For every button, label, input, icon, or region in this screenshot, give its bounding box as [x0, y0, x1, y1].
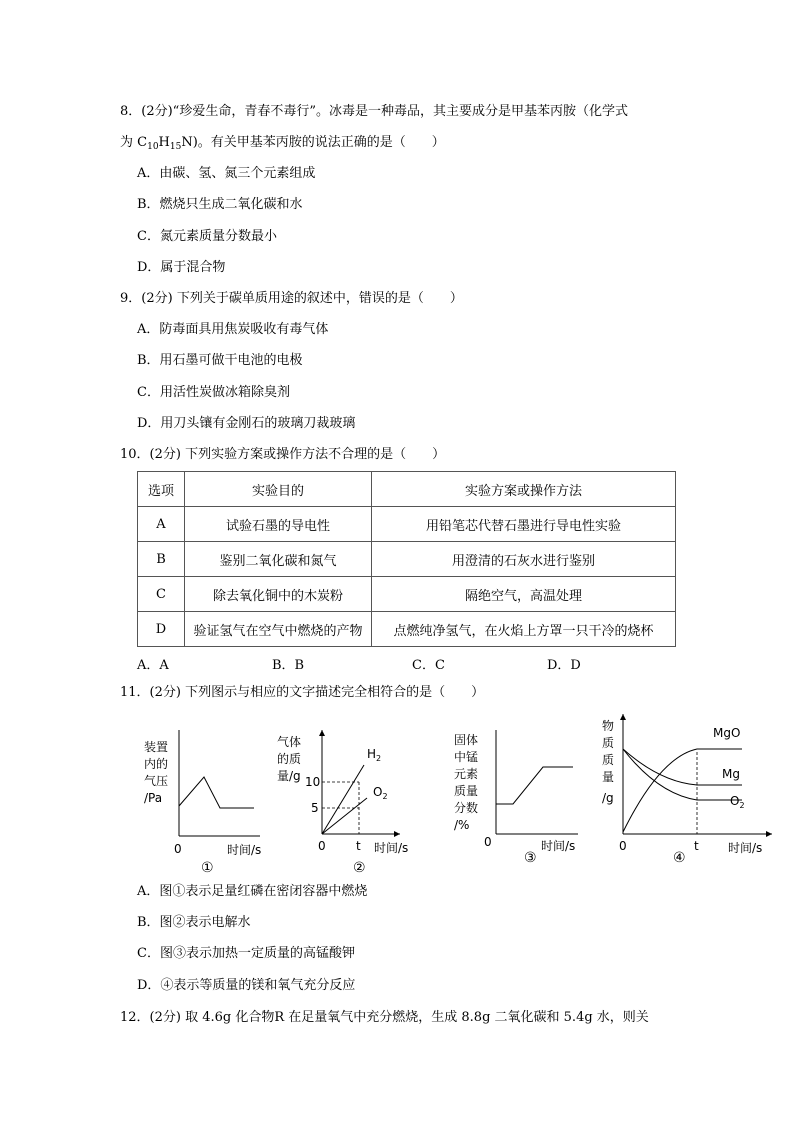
graph4-series-label: [730, 794, 745, 810]
q10-option-d[interactable]: D．D: [547, 658, 581, 673]
table-cell: 试验石墨的导电性: [185, 507, 372, 542]
q11-stem: 11．(2分) 下列图示与相应的文字描述完全相符合的是（ ）: [120, 685, 485, 700]
graph2-o-sub: 2: [382, 792, 388, 801]
graph2-h-label: H: [367, 747, 377, 761]
graph4-number: ④: [673, 850, 686, 866]
graph4-xlabel: 时间/s: [728, 841, 763, 855]
graph1-ylabel: 气压: [144, 774, 169, 788]
table-cell: C: [138, 577, 185, 612]
table-row: [138, 507, 676, 542]
graph4-ylabel: 量: [602, 770, 615, 784]
q8-formula-prefix: 为 C: [120, 135, 148, 150]
graph1-origin: 0: [174, 842, 182, 856]
graph3-xlabel: 时间/s: [541, 839, 576, 853]
graph2-h2-line: [322, 765, 364, 834]
graph1-ylabel: 内的: [144, 757, 169, 771]
graph4-ylabel: /g: [602, 791, 614, 805]
q11-option-d[interactable]: D．④表示等质量的镁和氧气充分反应: [137, 978, 356, 993]
table-header: 实验方案或操作方法: [372, 472, 676, 507]
graph1-ylabel: /Pa: [144, 791, 163, 805]
q10-option-c[interactable]: C．C: [412, 658, 445, 673]
graph4-o-label: O: [730, 794, 740, 808]
table-row: [138, 542, 676, 577]
q8-sub-c: 10: [147, 142, 159, 152]
graph2-o-label: O: [373, 785, 383, 799]
graph4-ylabel: 物: [602, 719, 615, 733]
graph2-number: ②: [353, 860, 366, 876]
graph-1: [144, 730, 261, 876]
graph3-ylabel: 元素: [454, 767, 479, 781]
table-cell: B: [138, 542, 185, 577]
q9-option-d[interactable]: D．用刀头镶有金刚石的玻璃刀裁玻璃: [137, 416, 356, 431]
graph4-ylabel: 质: [602, 753, 615, 767]
q8-formula-rest: N)。有关甲基苯丙胺的说法正确的是（ ）: [181, 135, 445, 150]
graph4-ylabel: 质: [602, 736, 615, 750]
graph4-series-label: MgO: [713, 726, 741, 740]
q10-stem: 10．(2分) 下列实验方案或操作方法不合理的是（ ）: [120, 447, 446, 462]
table-cell: D: [138, 612, 185, 647]
table-header: 实验目的: [185, 472, 372, 507]
table-cell: A: [138, 507, 185, 542]
graph2-ylabel: 量/g: [277, 769, 301, 783]
graph2-series-label: [373, 785, 388, 801]
graph2-origin: 0: [318, 839, 326, 853]
graph-4: [602, 714, 772, 866]
q9-option-a[interactable]: A．防毒面具用焦炭吸收有毒气体: [137, 322, 329, 337]
graph2-h-sub: 2: [376, 754, 382, 763]
q11-option-a[interactable]: A．图①表示足量红磷在密闭容器中燃烧: [137, 884, 368, 899]
q8-stem-line1: 8．(2分)“珍爱生命，青春不毒行”。冰毒是一种毒品，其主要成分是甲基苯丙胺（化学式: [120, 104, 628, 119]
graph2-xlabel: 时间/s: [374, 841, 409, 855]
graph3-curve: [496, 767, 573, 804]
graph4-mgo-curve: [623, 749, 745, 832]
table-cell: 点燃纯净氢气，在火焰上方罩一只干冷的烧杯: [372, 612, 676, 647]
table-header-row: [138, 472, 676, 507]
graph3-ylabel: 中锰: [454, 750, 479, 764]
graph1-ylabel: 装置: [144, 740, 169, 754]
q12-stem: 12．(2分) 取 4.6g 化合物R 在足量氧气中充分燃烧，生成 8.8g 二氧化碳和 5.4g 水，则关: [120, 1010, 649, 1025]
q10-option-b[interactable]: B．B: [272, 658, 305, 673]
graph4-o-sub: 2: [739, 801, 745, 810]
q8-option-d[interactable]: D．属于混合物: [137, 260, 226, 275]
graph4-t-label: t: [694, 839, 699, 853]
q8-option-b[interactable]: B．燃烧只生成二氧化碳和水: [137, 197, 303, 212]
q8-option-a[interactable]: A．由碳、氢、氮三个元素组成: [137, 166, 316, 181]
q9-stem: 9．(2分) 下列关于碳单质用途的叙述中，错误的是（ ）: [120, 291, 463, 306]
q11-graphs: [130, 712, 780, 877]
table-cell: 验证氢气在空气中燃烧的产物: [185, 612, 372, 647]
graph2-tick: 10: [305, 775, 321, 789]
graph3-ylabel: 分数: [454, 801, 479, 815]
graph4-series-label: Mg: [722, 767, 740, 781]
graph4-origin: 0: [619, 839, 627, 853]
graph-2: [277, 730, 408, 876]
graph2-tick: 5: [311, 801, 319, 815]
graph3-ylabel: 质量: [454, 784, 479, 798]
table-header: 选项: [138, 472, 185, 507]
table-cell: 用铅笔芯代替石墨进行导电性实验: [372, 507, 676, 542]
q10-table: [137, 471, 676, 647]
graph2-ylabel: 的质: [277, 752, 302, 766]
graph1-number: ①: [201, 860, 214, 876]
table-row: [138, 612, 676, 647]
q10-option-a[interactable]: A．A: [137, 658, 169, 673]
q9-option-b[interactable]: B．用石墨可做干电池的电极: [137, 353, 303, 368]
q8-formula-h: H: [158, 135, 170, 150]
q11-option-c[interactable]: C．图③表示加热一定质量的高锰酸钾: [137, 946, 355, 961]
graph3-origin: 0: [484, 835, 492, 849]
q8-sub-h: 15: [169, 142, 182, 152]
graph2-ylabel: 气体: [277, 735, 302, 749]
table-row: [138, 577, 676, 612]
graph-3: [454, 730, 578, 866]
graph3-number: ③: [524, 850, 537, 866]
graph1-xlabel: 时间/s: [227, 843, 262, 857]
graph1-curve: [179, 777, 254, 808]
q9-option-c[interactable]: C．用活性炭做冰箱除臭剂: [137, 385, 290, 400]
graph2-series-label: [367, 747, 381, 763]
table-cell: 鉴别二氧化碳和氮气: [185, 542, 372, 577]
q8-stem-line2: [120, 134, 445, 152]
graph3-ylabel: /%: [454, 818, 470, 832]
graph3-ylabel: 固体: [454, 733, 479, 747]
q8-option-c[interactable]: C．氮元素质量分数最小: [137, 229, 277, 244]
graph2-o2-line: [322, 798, 367, 834]
graph2-t-label: t: [356, 839, 361, 853]
q11-option-b[interactable]: B．图②表示电解水: [137, 915, 251, 930]
table-cell: 隔绝空气，高温处理: [372, 577, 676, 612]
table-cell: 用澄清的石灰水进行鉴别: [372, 542, 676, 577]
table-cell: 除去氧化铜中的木炭粉: [185, 577, 372, 612]
